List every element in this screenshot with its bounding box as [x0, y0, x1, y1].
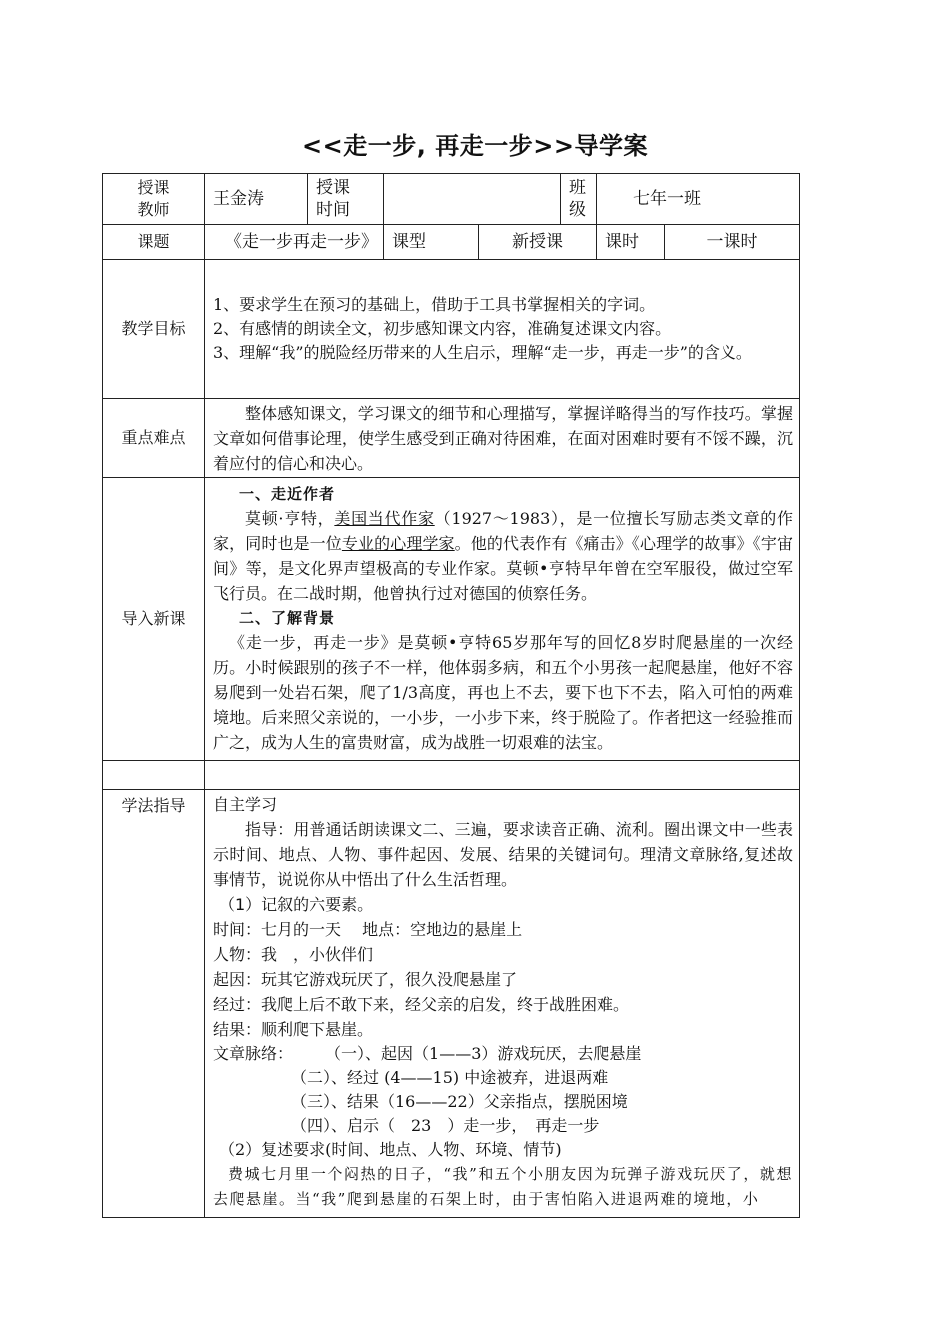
goals-label: 教学目标 — [103, 260, 205, 399]
outline-row-1: 文章脉络： （一）、起因（1——3）游戏玩厌，去爬悬崖 — [213, 1044, 642, 1063]
row-method — [103, 790, 800, 1218]
type-label: 课型 — [384, 225, 479, 260]
outline-row-2: （二）、经过 (4——15) 中途被弃，进退两难 — [291, 1068, 609, 1087]
class-label: 班 级 — [561, 174, 597, 225]
method-content — [205, 790, 800, 1218]
time-label: 授课 时间 — [308, 174, 384, 225]
intro-content — [205, 478, 800, 761]
row-intro — [103, 478, 800, 761]
goals-content — [205, 260, 800, 399]
page-title: <<走一步, 再走一步>>导学案 — [302, 132, 648, 160]
intro-heading-author: 一、走近作者 — [239, 485, 336, 503]
intro-label: 导入新课 — [103, 478, 205, 761]
element-result: 结果：顺利爬下悬崖。 — [213, 1020, 374, 1039]
time-value — [384, 174, 561, 225]
goal-item: 1、要求学生在预习的基础上，借助于工具书掌握相关的字词。 — [213, 295, 656, 314]
goal-item: 3、理解“我”的脱险经历带来的人生启示，理解“走一步，再走一步”的含义。 — [213, 343, 752, 362]
class-value: 七年一班 — [597, 174, 800, 225]
intro-author-paragraph: 莫顿·亨特，美国当代作家（1927～1983），是一位擅长写励志类文章的作家，同时也是一位专业的心理学家。他的代表作有《痛击》《心理学的故事》《宇宙间》等，是文化界声望极高的专业作家。莫顿•亨特早年曾在空军服役，做过空军飞行员。在二战时期，他曾执行过对德国的侦察任务。 — [213, 509, 793, 603]
row-topic — [103, 225, 800, 260]
row-goals — [103, 260, 800, 399]
row-key — [103, 399, 800, 478]
retell-heading: （2）复述要求(时间、地点、人物、环境、情节) — [219, 1140, 562, 1159]
teacher-label: 授课 教师 — [103, 174, 205, 225]
intro-heading-background: 二、了解背景 — [239, 609, 336, 627]
method-label: 学法指导 — [103, 790, 205, 1218]
teacher-value: 王金涛 — [205, 174, 308, 225]
outline-row-3: （三）、结果（16——22）父亲指点，摆脱困境 — [291, 1092, 628, 1111]
element-process: 经过：我爬上后不敢下来，经父亲的启发，终于战胜困难。 — [213, 995, 630, 1014]
row-teacher — [103, 174, 800, 225]
key-label: 重点难点 — [103, 399, 205, 478]
key-content — [205, 399, 800, 478]
goal-item: 2、有感情的朗读全文，初步感知课文内容，准确复述课文内容。 — [213, 319, 672, 338]
element-time-place: 时间：七月的一天 地点：空地边的悬崖上 — [213, 920, 523, 939]
intro-background-paragraph: 《走一步，再走一步》是莫顿•亨特65岁那年写的回忆8岁时爬悬崖的一次经历。小时候跟别的孩子不一样，他体弱多病，和五个小男孩一起爬悬崖，他好不容易爬到一处岩石架，爬了1/3高度，再也上不去，要下也下不去，陷入可怕的两难境地。后来照父亲说的，一小步，一小步下来，终于脱险了。作者把这一经验推而广之，成为人生的富贵财富，成为战胜一切艰难的法宝。 — [213, 633, 793, 752]
row-empty — [103, 761, 800, 790]
lesson-plan-table — [102, 173, 800, 1218]
outline-row-4: （四）、启示（ 23 ）走一步， 再走一步 — [291, 1116, 600, 1135]
method-guide: 指导：用普通话朗读课文二、三遍，要求读音正确、流利。圈出课文中一些表示时间、地点、人物、事件起因、发展、结果的关键词句。理清文章脉络,复述故事情节，说说你从中悟出了什么生活哲理。 — [213, 820, 793, 889]
hours-value: 一课时 — [665, 225, 800, 260]
self-study-heading: 自主学习 — [213, 795, 278, 814]
hours-label: 课时 — [597, 225, 665, 260]
element-cause: 起因：玩其它游戏玩厌了，很久没爬悬崖了 — [213, 970, 518, 989]
retell-text: 费城七月里一个闷热的日子，“我”和五个小朋友因为玩弹子游戏玩厌了，就想去爬悬崖。当“我”爬到悬崖的石架上时，由于害怕陷入进退两难的境地，小 — [213, 1165, 793, 1208]
topic-value: 《走一步再走一步》 — [205, 225, 384, 260]
element-people: 人物：我 ，小伙伴们 — [213, 945, 374, 964]
type-value: 新授课 — [479, 225, 597, 260]
topic-label: 课题 — [103, 225, 205, 260]
six-elements-heading: （1）记叙的六要素。 — [219, 895, 374, 914]
key-text: 整体感知课文，学习课文的细节和心理描写，掌握详略得当的写作技巧。掌握文章如何借事论理，使学生感受到正确对待困难，在面对困难时要有不馁不躁，沉着应付的信心和决心。 — [213, 403, 793, 473]
